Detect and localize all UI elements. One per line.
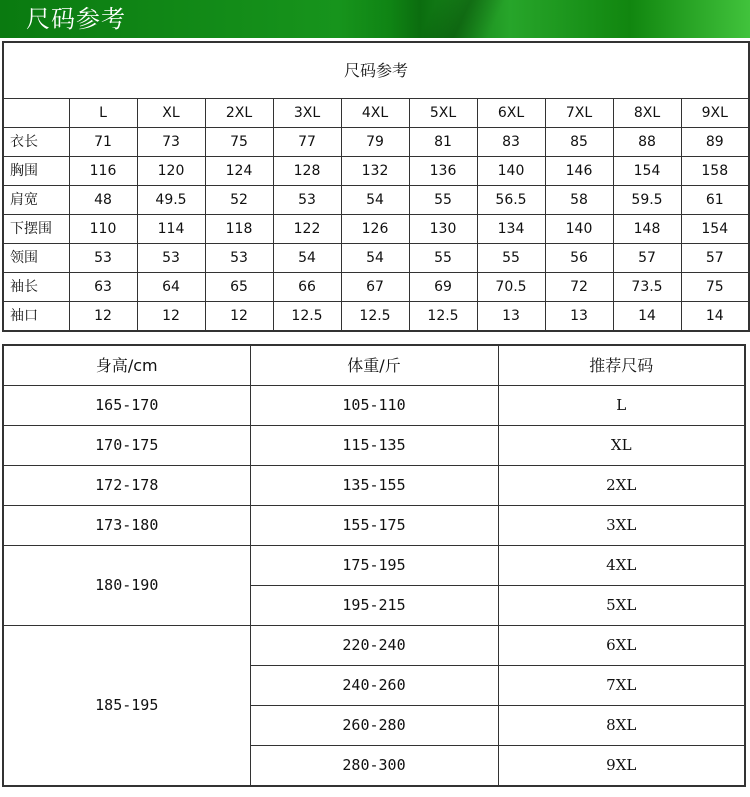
table-cell: 65 <box>205 273 273 302</box>
table-cell: 140 <box>477 157 545 186</box>
weight-cell: 260-280 <box>250 706 498 746</box>
recommend-table <box>2 344 746 787</box>
table-row <box>3 157 749 186</box>
table-cell: 71 <box>69 128 137 157</box>
table-cell: 53 <box>69 244 137 273</box>
table-cell: 83 <box>477 128 545 157</box>
table-row <box>3 506 745 546</box>
table-cell: 53 <box>137 244 205 273</box>
banner-title: 尺码参考 <box>26 5 126 33</box>
table-row <box>3 426 745 466</box>
table-row <box>3 215 749 244</box>
height-cell: 172-178 <box>3 466 250 506</box>
weight-cell: 135-155 <box>250 466 498 506</box>
table-cell: 158 <box>681 157 749 186</box>
table-cell: 53 <box>273 186 341 215</box>
table-cell: 88 <box>613 128 681 157</box>
table-row <box>3 626 745 666</box>
table-cell: 57 <box>613 244 681 273</box>
table-cell: 67 <box>341 273 409 302</box>
table-cell: 132 <box>341 157 409 186</box>
table-cell: 12.5 <box>341 302 409 332</box>
table-cell: 56 <box>545 244 613 273</box>
table-cell: 49.5 <box>137 186 205 215</box>
size-cell: 6XL <box>498 626 745 666</box>
size-header: 推荐尺码 <box>498 345 745 386</box>
table-cell: 55 <box>409 244 477 273</box>
row-label: 胸围 <box>3 157 69 186</box>
size-table <box>2 41 750 332</box>
row-label: 领围 <box>3 244 69 273</box>
weight-cell: 115-135 <box>250 426 498 466</box>
size-cell: 5XL <box>498 586 745 626</box>
weight-cell: 155-175 <box>250 506 498 546</box>
size-cell: 2XL <box>498 466 745 506</box>
table-cell: 124 <box>205 157 273 186</box>
size-cell: XL <box>498 426 745 466</box>
table-cell: 148 <box>613 215 681 244</box>
table-cell: 54 <box>341 244 409 273</box>
size-table-title: 尺码参考 <box>3 42 749 99</box>
row-label: 袖长 <box>3 273 69 302</box>
table-cell: 134 <box>477 215 545 244</box>
table-cell: 110 <box>69 215 137 244</box>
table-cell: 61 <box>681 186 749 215</box>
table-cell: 52 <box>205 186 273 215</box>
height-header: 身高/cm <box>3 345 250 386</box>
table-cell: 63 <box>69 273 137 302</box>
table-cell: 12 <box>137 302 205 332</box>
weight-cell: 280-300 <box>250 746 498 787</box>
size-cell: 7XL <box>498 666 745 706</box>
table-cell: 118 <box>205 215 273 244</box>
table-cell: 54 <box>341 186 409 215</box>
size-header-cell: XL <box>137 99 205 128</box>
table-cell: 12 <box>69 302 137 332</box>
table-cell: 12.5 <box>273 302 341 332</box>
table-row <box>3 273 749 302</box>
size-header-cell: 3XL <box>273 99 341 128</box>
table-cell: 12.5 <box>409 302 477 332</box>
size-header-cell: 7XL <box>545 99 613 128</box>
size-cell: 3XL <box>498 506 745 546</box>
weight-cell: 240-260 <box>250 666 498 706</box>
table-cell: 53 <box>205 244 273 273</box>
table-cell: 154 <box>681 215 749 244</box>
size-header-cell: 9XL <box>681 99 749 128</box>
table-cell: 89 <box>681 128 749 157</box>
table-cell: 128 <box>273 157 341 186</box>
table-cell: 122 <box>273 215 341 244</box>
table-cell: 114 <box>137 215 205 244</box>
row-label: 下摆围 <box>3 215 69 244</box>
weight-cell: 175-195 <box>250 546 498 586</box>
height-cell: 173-180 <box>3 506 250 546</box>
table-cell: 146 <box>545 157 613 186</box>
size-header-cell: 6XL <box>477 99 545 128</box>
table-cell: 70.5 <box>477 273 545 302</box>
table-cell: 116 <box>69 157 137 186</box>
table-cell: 64 <box>137 273 205 302</box>
weight-cell: 220-240 <box>250 626 498 666</box>
size-header-row <box>3 99 749 128</box>
table-cell: 56.5 <box>477 186 545 215</box>
size-cell: 9XL <box>498 746 745 787</box>
table-row <box>3 186 749 215</box>
height-cell: 165-170 <box>3 386 250 426</box>
size-header-cell: L <box>69 99 137 128</box>
recommend-header-row <box>3 345 745 386</box>
table-cell: 55 <box>477 244 545 273</box>
size-header-cell: 2XL <box>205 99 273 128</box>
table-cell: 140 <box>545 215 613 244</box>
table-cell: 126 <box>341 215 409 244</box>
table-row <box>3 546 745 586</box>
table-cell: 73.5 <box>613 273 681 302</box>
table-cell: 54 <box>273 244 341 273</box>
table-row <box>3 244 749 273</box>
weight-cell: 195-215 <box>250 586 498 626</box>
table-cell: 72 <box>545 273 613 302</box>
height-cell: 170-175 <box>3 426 250 466</box>
table-cell: 77 <box>273 128 341 157</box>
table-cell: 55 <box>409 186 477 215</box>
weight-header: 体重/斤 <box>250 345 498 386</box>
row-label: 衣长 <box>3 128 69 157</box>
size-header-cell: 5XL <box>409 99 477 128</box>
size-cell: 8XL <box>498 706 745 746</box>
table-cell: 130 <box>409 215 477 244</box>
table-cell: 75 <box>205 128 273 157</box>
row-label: 袖口 <box>3 302 69 332</box>
row-label: 肩宽 <box>3 186 69 215</box>
table-cell: 58 <box>545 186 613 215</box>
table-cell: 13 <box>477 302 545 332</box>
table-cell: 85 <box>545 128 613 157</box>
table-row <box>3 128 749 157</box>
size-header-corner <box>3 99 69 128</box>
table-cell: 73 <box>137 128 205 157</box>
table-cell: 81 <box>409 128 477 157</box>
table-cell: 14 <box>613 302 681 332</box>
height-cell: 185-195 <box>3 626 250 787</box>
table-row <box>3 466 745 506</box>
table-row <box>3 302 749 332</box>
size-header-cell: 4XL <box>341 99 409 128</box>
table-cell: 59.5 <box>613 186 681 215</box>
table-cell: 48 <box>69 186 137 215</box>
table-cell: 57 <box>681 244 749 273</box>
weight-cell: 105-110 <box>250 386 498 426</box>
table-cell: 69 <box>409 273 477 302</box>
table-cell: 12 <box>205 302 273 332</box>
height-cell: 180-190 <box>3 546 250 626</box>
size-header-cell: 8XL <box>613 99 681 128</box>
table-cell: 66 <box>273 273 341 302</box>
size-cell: L <box>498 386 745 426</box>
table-cell: 154 <box>613 157 681 186</box>
table-row <box>3 386 745 426</box>
table-cell: 75 <box>681 273 749 302</box>
size-cell: 4XL <box>498 546 745 586</box>
table-cell: 79 <box>341 128 409 157</box>
table-cell: 136 <box>409 157 477 186</box>
table-cell: 13 <box>545 302 613 332</box>
header-banner <box>0 0 750 38</box>
table-cell: 120 <box>137 157 205 186</box>
table-cell: 14 <box>681 302 749 332</box>
